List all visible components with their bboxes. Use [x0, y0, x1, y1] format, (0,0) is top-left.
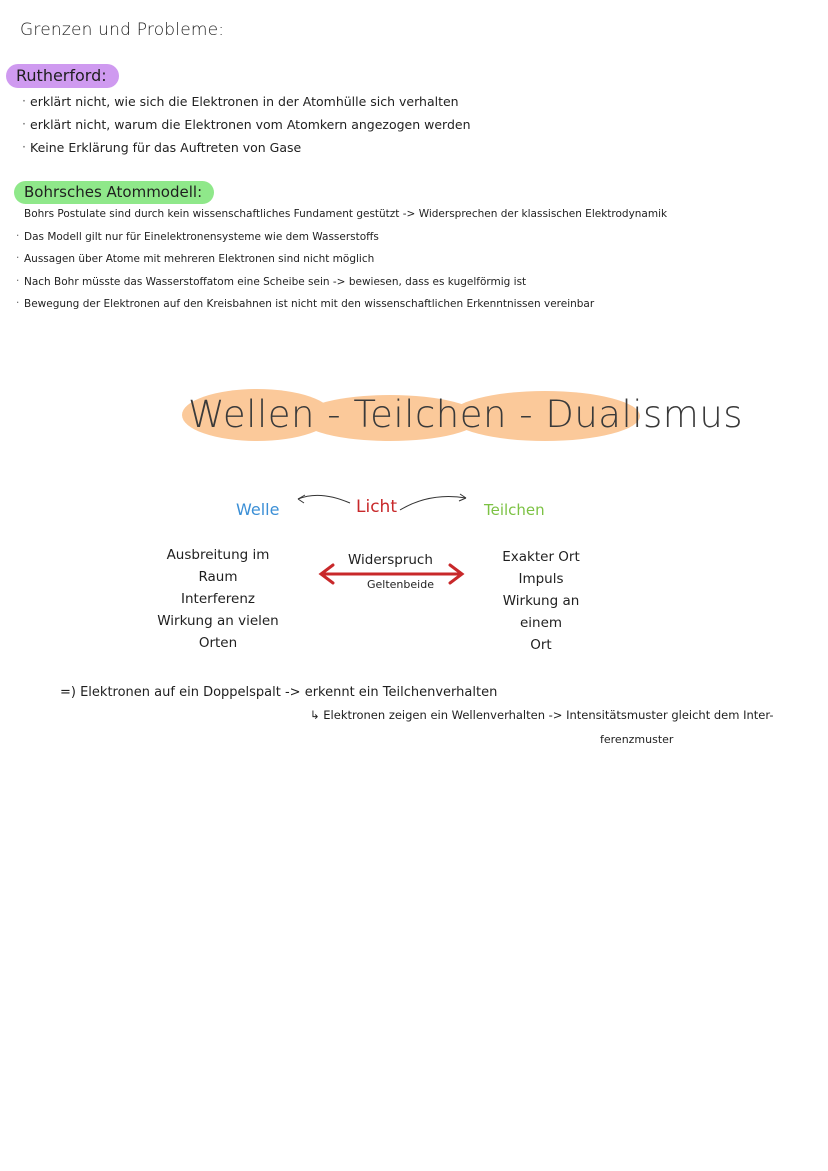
bohr-highlight-label: Bohrsches Atommodell:: [14, 181, 214, 204]
list-item: Wirkung an einem: [502, 593, 580, 631]
conclusion-line-2: ↳ Elektronen zeigen ein Wellenverhalten -> Intensitätsmuster gleicht dem Inter-: [310, 708, 774, 722]
list-item: Interferenz: [181, 591, 255, 607]
arrowhead-left: [298, 495, 305, 503]
list-item: Bohrs Postulate sind durch kein wissenschaftliches Fundament gestützt -> Widersprechen der klassischen Elektrodynamik: [24, 208, 668, 220]
wave-properties: [148, 544, 288, 654]
arrowhead-right: [459, 494, 466, 501]
list-item: · Aussagen über Atome mit mehreren Elektronen sind nicht möglich: [24, 253, 667, 276]
contradiction-arrowhead-right: [450, 565, 462, 583]
dualism-title: Wellen - Teilchen - Dualismus: [188, 393, 744, 436]
list-item: · Nach Bohr müsste das Wasserstoffatom eine Scheibe sein -> bewiesen, dass es kugelförmig ist: [24, 276, 667, 299]
dualism-title-block: [180, 385, 744, 445]
list-item: Impuls: [518, 571, 564, 587]
curved-arrow-to-teilchen: [400, 497, 466, 511]
rutherford-highlight-label: Rutherford:: [6, 64, 119, 88]
page-heading: Grenzen und Probleme:: [20, 20, 225, 40]
both-valid-label: Geltenbeide: [367, 578, 434, 591]
list-item: · erklärt nicht, warum die Elektronen vom Atomkern angezogen werden: [30, 117, 471, 140]
wave-label: Welle: [236, 500, 280, 519]
list-item: · erklärt nicht, wie sich die Elektronen in der Atomhülle sich verhalten: [30, 94, 471, 117]
light-label: Licht: [356, 497, 397, 517]
contradiction-arrowhead-left: [321, 565, 333, 583]
particle-properties: [486, 546, 596, 656]
list-item: · Das Modell gilt nur für Einelektronensysteme wie dem Wasserstoffs: [24, 231, 667, 254]
list-item: Ausbreitung im Raum: [166, 547, 270, 585]
list-item: Exakter Ort: [502, 549, 580, 565]
curved-arrow-to-welle: [298, 495, 350, 503]
list-item: · Keine Erklärung für das Auftreten von Gase: [30, 140, 471, 163]
conclusion-line-1: =) Elektronen auf ein Doppelspalt -> erkennt ein Teilchenverhalten: [60, 685, 498, 700]
conclusion-line-3: ferenzmuster: [600, 733, 674, 746]
list-item: · Bewegung der Elektronen auf den Kreisbahnen ist nicht mit den wissenschaftlichen Erkenntnissen vereinbar: [24, 298, 667, 321]
list-item: Ort: [530, 637, 552, 653]
bohr-list: [24, 208, 667, 321]
list-item: Wirkung an vielen Orten: [157, 613, 279, 651]
contradiction-label: Widerspruch: [348, 552, 433, 568]
rutherford-list: [30, 94, 471, 163]
particle-label: Teilchen: [484, 501, 545, 519]
